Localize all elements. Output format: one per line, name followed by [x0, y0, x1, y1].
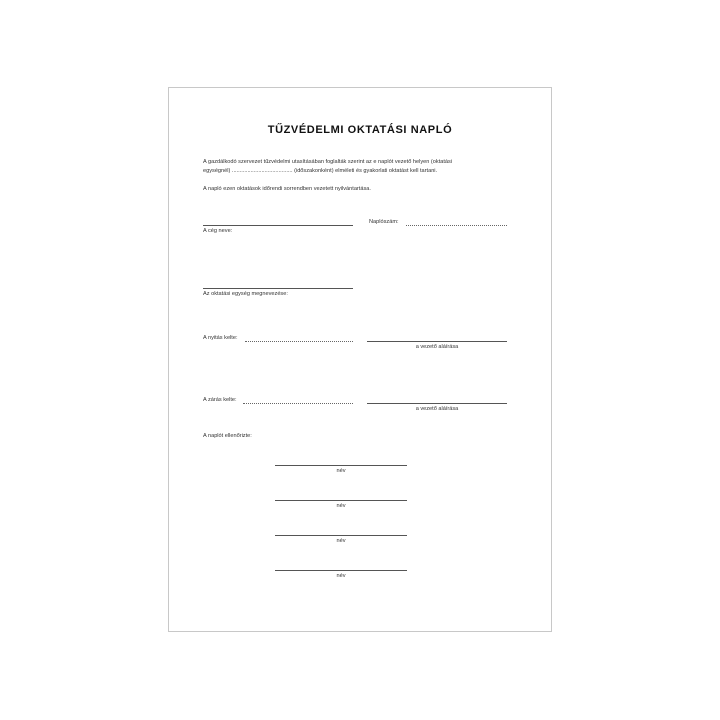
- company-name-line: [203, 225, 353, 226]
- intro-line-2: egységnél) ....................................... (időszakonként) elméleti és gyakorlati oktatást kell tartani.: [203, 167, 438, 174]
- vezeto-alairas-caption-1: a vezető aláírása: [415, 344, 459, 350]
- signature-caption-3: név: [336, 538, 346, 544]
- ellenorizte-label: A naplót ellenőrizte:: [203, 433, 252, 439]
- signature-caption-2: név: [336, 503, 346, 509]
- signature-line-2: [275, 500, 407, 501]
- naplo-szam-line: [406, 225, 507, 226]
- document-title: TŰZVÉDELMI OKTATÁSI NAPLÓ: [267, 124, 453, 136]
- intro-paragraph: [203, 158, 519, 175]
- nyitas-kelte-label: A nyitás kelte:: [203, 335, 238, 341]
- intro-line-1: A gazdálkodó szervezet tűzvédelmi utasításában foglalták szerint az e naplót vezető helyen (oktatási: [203, 159, 453, 165]
- naplo-szam-label: Naplószám:: [369, 219, 399, 225]
- signature-line-3: [275, 535, 407, 536]
- nyitas-kelte-line: [245, 341, 353, 342]
- document-page: [168, 87, 552, 632]
- signature-caption-1: név: [336, 468, 346, 474]
- signature-line-4: [275, 570, 407, 571]
- vezeto-alairas-caption-2: a vezető aláírása: [415, 406, 459, 412]
- ceg-neve-label: A cég neve:: [203, 228, 233, 234]
- zaras-kelte-label: A zárás kelte:: [203, 397, 237, 403]
- intro-paragraph-2: A napló ezen oktatások időrendi sorrendben vezetett nyilvántartása.: [203, 186, 371, 192]
- signature-line-1: [275, 465, 407, 466]
- vezeto-alairas-line-1: [367, 341, 507, 342]
- oktatasi-egyseg-line: [203, 288, 353, 289]
- oktatasi-egyseg-label: Az oktatási egység megnevezése:: [203, 291, 288, 297]
- signature-caption-4: név: [336, 573, 346, 579]
- zaras-kelte-line: [243, 403, 353, 404]
- vezeto-alairas-line-2: [367, 403, 507, 404]
